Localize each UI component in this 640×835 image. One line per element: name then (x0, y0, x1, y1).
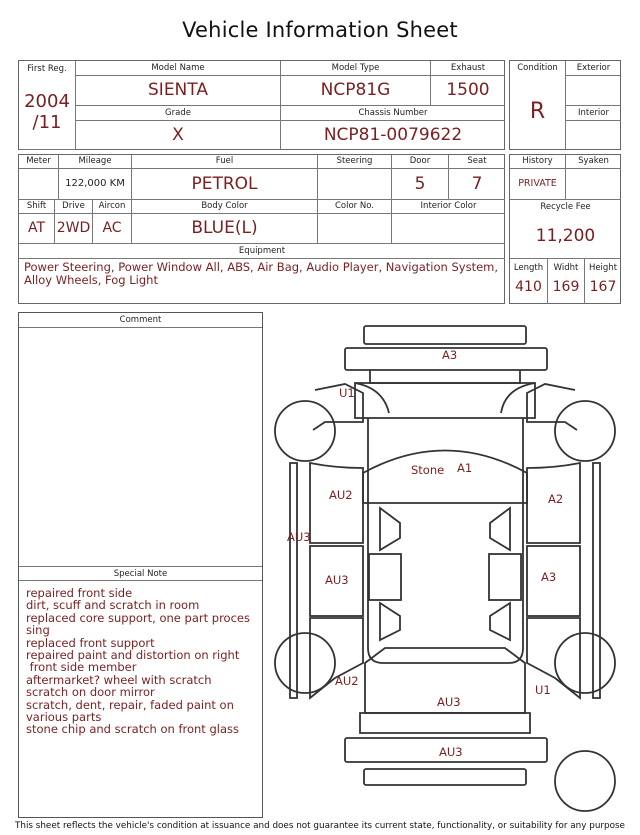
model-name-cell (76, 76, 281, 106)
shift-cell (19, 214, 55, 244)
chassis-label: Chassis Number (358, 108, 428, 118)
first-reg-month: /11 (32, 112, 62, 133)
right-skirt (593, 463, 600, 698)
exhaust-cell (431, 76, 505, 106)
right-lower-window (490, 603, 510, 640)
chassis-cell (281, 121, 505, 150)
special-note-line: scratch, dent, repair, faded paint on (26, 697, 234, 712)
seat-cell (449, 169, 505, 200)
damage-mark-rear-top: A3 (442, 348, 458, 362)
rear-bumper-top (364, 326, 526, 344)
recycle-fee-label: Recycle Fee (540, 202, 591, 212)
model-type-value: NCP81G (320, 80, 391, 100)
recycle-fee-value: 11,200 (535, 226, 596, 246)
registration-table (18, 60, 505, 150)
special-note-line: replaced core support, one part proces (26, 610, 250, 625)
aircon-label: Aircon (98, 201, 126, 211)
exhaust-label: Exhaust (450, 63, 486, 73)
condition-cell (510, 61, 566, 150)
chassis-label-cell (281, 106, 505, 121)
model-name-label-cell (76, 61, 281, 76)
exterior-label-cell (566, 61, 621, 76)
color-no-label: Color No. (334, 201, 374, 211)
damage-mark-hood: AU3 (437, 695, 461, 709)
color-no-cell (318, 214, 392, 244)
damage-mark-front-bumper: AU3 (439, 745, 463, 759)
steering-cell (318, 169, 392, 200)
drive-label: Drive (62, 201, 85, 211)
steering-label: Steering (336, 156, 373, 166)
interior-color-cell (392, 214, 505, 244)
spare-wheel (555, 751, 615, 811)
door-label-cell (392, 155, 449, 169)
left-skirt (290, 463, 297, 698)
model-type-label: Model Type (331, 63, 380, 73)
shift-label: Shift (26, 201, 47, 211)
comment-panel (18, 312, 263, 818)
mileage-cell (59, 169, 132, 200)
wheel-rear-right (555, 401, 615, 461)
history-label-cell (510, 155, 566, 169)
interior-label-cell (566, 106, 621, 121)
history-value: PRIVATE (518, 178, 557, 189)
drive-value: 2WD (56, 220, 91, 236)
right-window (490, 508, 510, 550)
door-label: Door (409, 156, 431, 166)
mileage-label-cell (59, 155, 132, 169)
special-note-label: Special Note (113, 569, 168, 579)
length-value: 410 (515, 279, 542, 295)
interior-color-label-cell (392, 200, 505, 214)
recycle-fee-cell (510, 200, 621, 259)
equipment-value: Power Steering, Power Window All, ABS, Air Bag, Audio Player, Navigation System, Alloy Wheels, Fog Light (24, 260, 499, 287)
damage-mark-roof-note: Stone (411, 463, 445, 477)
shift-label-cell (19, 200, 55, 214)
length-cell (510, 259, 548, 304)
special-note-line: aftermarket? wheel with scratch (26, 672, 212, 687)
height-value: 167 (589, 279, 617, 295)
wheel-rear-left (275, 401, 335, 461)
history-label: History (522, 156, 553, 166)
damage-mark-left-front-door: AU2 (329, 488, 353, 502)
aircon-cell (93, 214, 132, 244)
syaken-label: Syaken (578, 156, 609, 166)
special-note-line: replaced front support (26, 635, 155, 650)
wheel-front-right (555, 633, 615, 693)
chassis-value: NCP81-0079622 (323, 125, 463, 145)
seat-label-cell (449, 155, 505, 169)
model-name-value: SIENTA (148, 80, 208, 100)
seat-value: 7 (471, 174, 483, 194)
condition-table (509, 60, 621, 150)
special-note-line: front side member (26, 660, 137, 675)
history-table (509, 154, 621, 304)
body-color-label: Body Color (201, 201, 248, 211)
door-cell (392, 169, 449, 200)
history-cell (510, 169, 566, 200)
exterior-label: Exterior (576, 63, 611, 73)
rear-quarter-right-arc (501, 383, 535, 413)
fuel-cell (132, 169, 318, 200)
mileage-value: 122,000 KM (65, 178, 125, 189)
roof (363, 451, 527, 504)
body-color-cell (132, 214, 318, 244)
meter-label-cell (19, 155, 59, 169)
special-note-line: dirt, scuff and scratch in room (26, 598, 200, 613)
special-note-line: repaired paint and distortion on right (26, 648, 240, 662)
car-damage-diagram (265, 318, 625, 818)
damage-mark-right-front-door: A2 (548, 492, 564, 506)
interior-cell (566, 121, 621, 150)
damage-mark-left-front-fender: AU2 (335, 674, 359, 688)
special-note-line: scratch on door mirror (26, 685, 155, 700)
damage-mark-right-front-fender: U1 (535, 683, 551, 697)
width-value: 169 (552, 279, 580, 295)
front-bumper-lower (364, 769, 526, 785)
special-note-line: sing (26, 623, 50, 638)
page-title: Vehicle Information Sheet (182, 18, 458, 42)
damage-mark-left-rear-door: AU3 (325, 573, 349, 587)
body-top-outline (368, 418, 523, 663)
length-label: Length (513, 263, 544, 273)
condition-label: Condition (517, 63, 558, 73)
drive-label-cell (55, 200, 93, 214)
syaken-cell (566, 169, 621, 200)
first-reg-year: 2004 (24, 91, 70, 112)
damage-mark-left-side: AU3 (287, 530, 311, 544)
seat-label: Seat (467, 156, 487, 166)
footer-disclaimer: This sheet reflects the vehicle's condition at issuance and does not guarantee its current state, functionality, or suitability for any purpose (15, 821, 625, 831)
model-type-cell (281, 76, 431, 106)
damage-mark-roof: A1 (457, 461, 473, 475)
aircon-value: AC (102, 220, 122, 236)
drive-cell (55, 214, 93, 244)
width-label: Widht (553, 263, 579, 273)
right-center-panel (489, 554, 521, 600)
steering-label-cell (318, 155, 392, 169)
model-name-label: Model Name (151, 63, 205, 73)
syaken-label-cell (566, 155, 621, 169)
exhaust-value: 1500 (446, 80, 490, 100)
equipment-label-cell (19, 244, 505, 259)
exhaust-label-cell (431, 61, 505, 76)
door-value: 5 (414, 174, 426, 194)
fuel-label: Fuel (215, 156, 234, 166)
front-panel (360, 713, 530, 733)
width-cell (548, 259, 585, 304)
wheel-front-left (275, 633, 335, 693)
special-note-label-cell (19, 566, 262, 581)
model-type-label-cell (281, 61, 431, 76)
rear-quarter-left-arc (355, 383, 389, 413)
color-no-label-cell (318, 200, 392, 214)
comment-label-cell (19, 313, 262, 328)
left-lower-window (380, 603, 400, 640)
grade-label: Grade (165, 108, 191, 118)
shift-value: AT (27, 220, 46, 236)
exterior-cell (566, 76, 621, 106)
grade-value: X (172, 125, 184, 145)
left-side-panel (310, 463, 363, 543)
rear-section (370, 370, 520, 383)
damage-mark-right-rear-door: A3 (541, 570, 557, 584)
height-cell (585, 259, 621, 304)
fuel-value: PETROL (191, 174, 258, 194)
first-reg-cell (19, 61, 76, 150)
fuel-label-cell (132, 155, 318, 169)
meter-cell (19, 169, 59, 200)
condition-value: R (529, 99, 546, 124)
grade-label-cell (76, 106, 281, 121)
meter-label: Meter (26, 156, 51, 166)
grade-cell (76, 121, 281, 150)
mileage-label: Mileage (78, 156, 112, 166)
special-note-line: stone chip and scratch on front glass (26, 722, 239, 737)
specs-table (18, 154, 505, 304)
aircon-label-cell (93, 200, 132, 214)
body-color-label-cell (132, 200, 318, 214)
height-label: Height (588, 263, 618, 273)
damage-mark-left-rear-pillar: U1 (339, 386, 355, 400)
special-note-line: various parts (26, 710, 102, 724)
equipment-label: Equipment (238, 246, 286, 256)
body-color-value: BLUE(L) (191, 218, 258, 238)
left-window (380, 508, 400, 550)
comment-label: Comment (119, 315, 162, 325)
special-note-line: repaired front side (26, 586, 133, 600)
first-reg-label: First Reg. (27, 64, 67, 74)
left-center-panel (369, 554, 401, 600)
interior-color-label: Interior Color (420, 201, 477, 211)
interior-label: Interior (577, 108, 609, 118)
rear-quarter (355, 383, 535, 418)
